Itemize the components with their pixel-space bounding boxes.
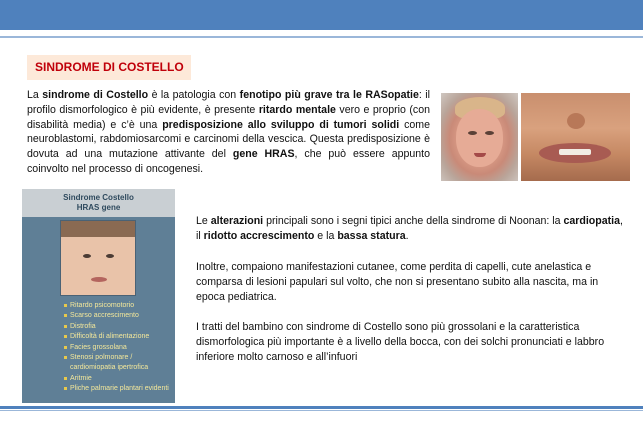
photo-teeth [559, 149, 591, 155]
bold-run: bassa statura [337, 229, 406, 242]
list-item: Distrofia [64, 322, 174, 332]
bold-run: gene HRAS [232, 148, 295, 161]
photo-face [456, 109, 503, 167]
skin-paragraph: Inoltre, compaiono manifestazioni cutanee, come perdita di capelli, cute anelastica e comparsa di lesioni papulari sul volto, che non si presentano subito alla nascita, ma in epoca pediatrica. [196, 261, 599, 303]
photo-eye-left [468, 131, 477, 135]
text-run: : il profilo dismorfologico è più evidente, è presente [27, 89, 431, 116]
card-header [22, 189, 175, 217]
bold-run: alterazioni [210, 215, 264, 227]
bold-run: ritardo mentale [258, 103, 336, 116]
bold-run: ridotto accrescimento [203, 229, 315, 242]
list-item: Aritmie [64, 374, 174, 384]
card-baby-photo [60, 220, 136, 296]
bold-run: sindrome di Costello [42, 89, 149, 101]
baby-eye-left [83, 254, 91, 258]
intro-paragraph [27, 88, 430, 177]
header-bar [0, 0, 643, 30]
list-item: Ritardo psicomotorio [64, 301, 174, 311]
card-title-line1: Sindrome Costello [63, 193, 134, 202]
text-run: come neuroblastomi, rabdomiosarcomi e carcinomi della vescica. Questa predisposizione è dovuta ad una mutazione attivante del [27, 118, 430, 161]
list-item: Stenosi polmonare / cardiomiopatia ipertrofica [64, 353, 174, 374]
header-divider [0, 36, 643, 38]
text-run: , che può essere appunto coinvolto nel processo di oncogenesi. [27, 148, 431, 175]
text-run: vero e proprio (con disabilità media) e c’è una [27, 103, 430, 131]
card-title-line2: HRAS gene [76, 203, 121, 212]
patient-photo-child [441, 93, 518, 181]
text-run: Le [196, 215, 211, 227]
slide-title: SINDROME DI COSTELLO [27, 55, 191, 80]
list-item: Difficoltà di alimentazione [64, 332, 174, 342]
text-run: , il [196, 215, 623, 242]
baby-eye-right [106, 254, 114, 258]
alterations-paragraph [196, 214, 626, 244]
info-card [22, 189, 175, 403]
baby-hair [61, 221, 136, 237]
list-item: Scarso accrescimento [64, 311, 174, 321]
footer-divider [0, 410, 643, 411]
traits-paragraph: I tratti del bambino con sindrome di Costello sono più grossolani e la caratteristica dismorfologica più importante è a livello della bocca, con dei solchi pronunciati e labbro inferiore molto carnoso e all’infuori [196, 321, 605, 363]
bold-run: predisposizione allo sviluppo di tumori solidi [162, 118, 400, 131]
footer-bar [0, 406, 643, 409]
text-run: e la [314, 229, 338, 242]
list-item: Pliche palmarie plantari evidenti [64, 384, 174, 394]
symptom-list [64, 301, 174, 395]
text-run: principali sono i segni tipici anche della sindrome di Noonan: la [263, 215, 564, 227]
text-run: La [27, 89, 43, 101]
baby-mouth [91, 277, 107, 282]
photo-eye-right [485, 131, 494, 135]
text-run: . [405, 229, 409, 242]
bold-run: fenotipo più grave tra le RASopatie [239, 89, 419, 101]
bold-run: cardiopatia [563, 215, 621, 227]
photo-nose [567, 113, 585, 129]
text-run: è la patologia con [148, 89, 240, 101]
patient-photo-mouth-closeup [521, 93, 630, 181]
list-item: Facies grossolana [64, 343, 174, 353]
